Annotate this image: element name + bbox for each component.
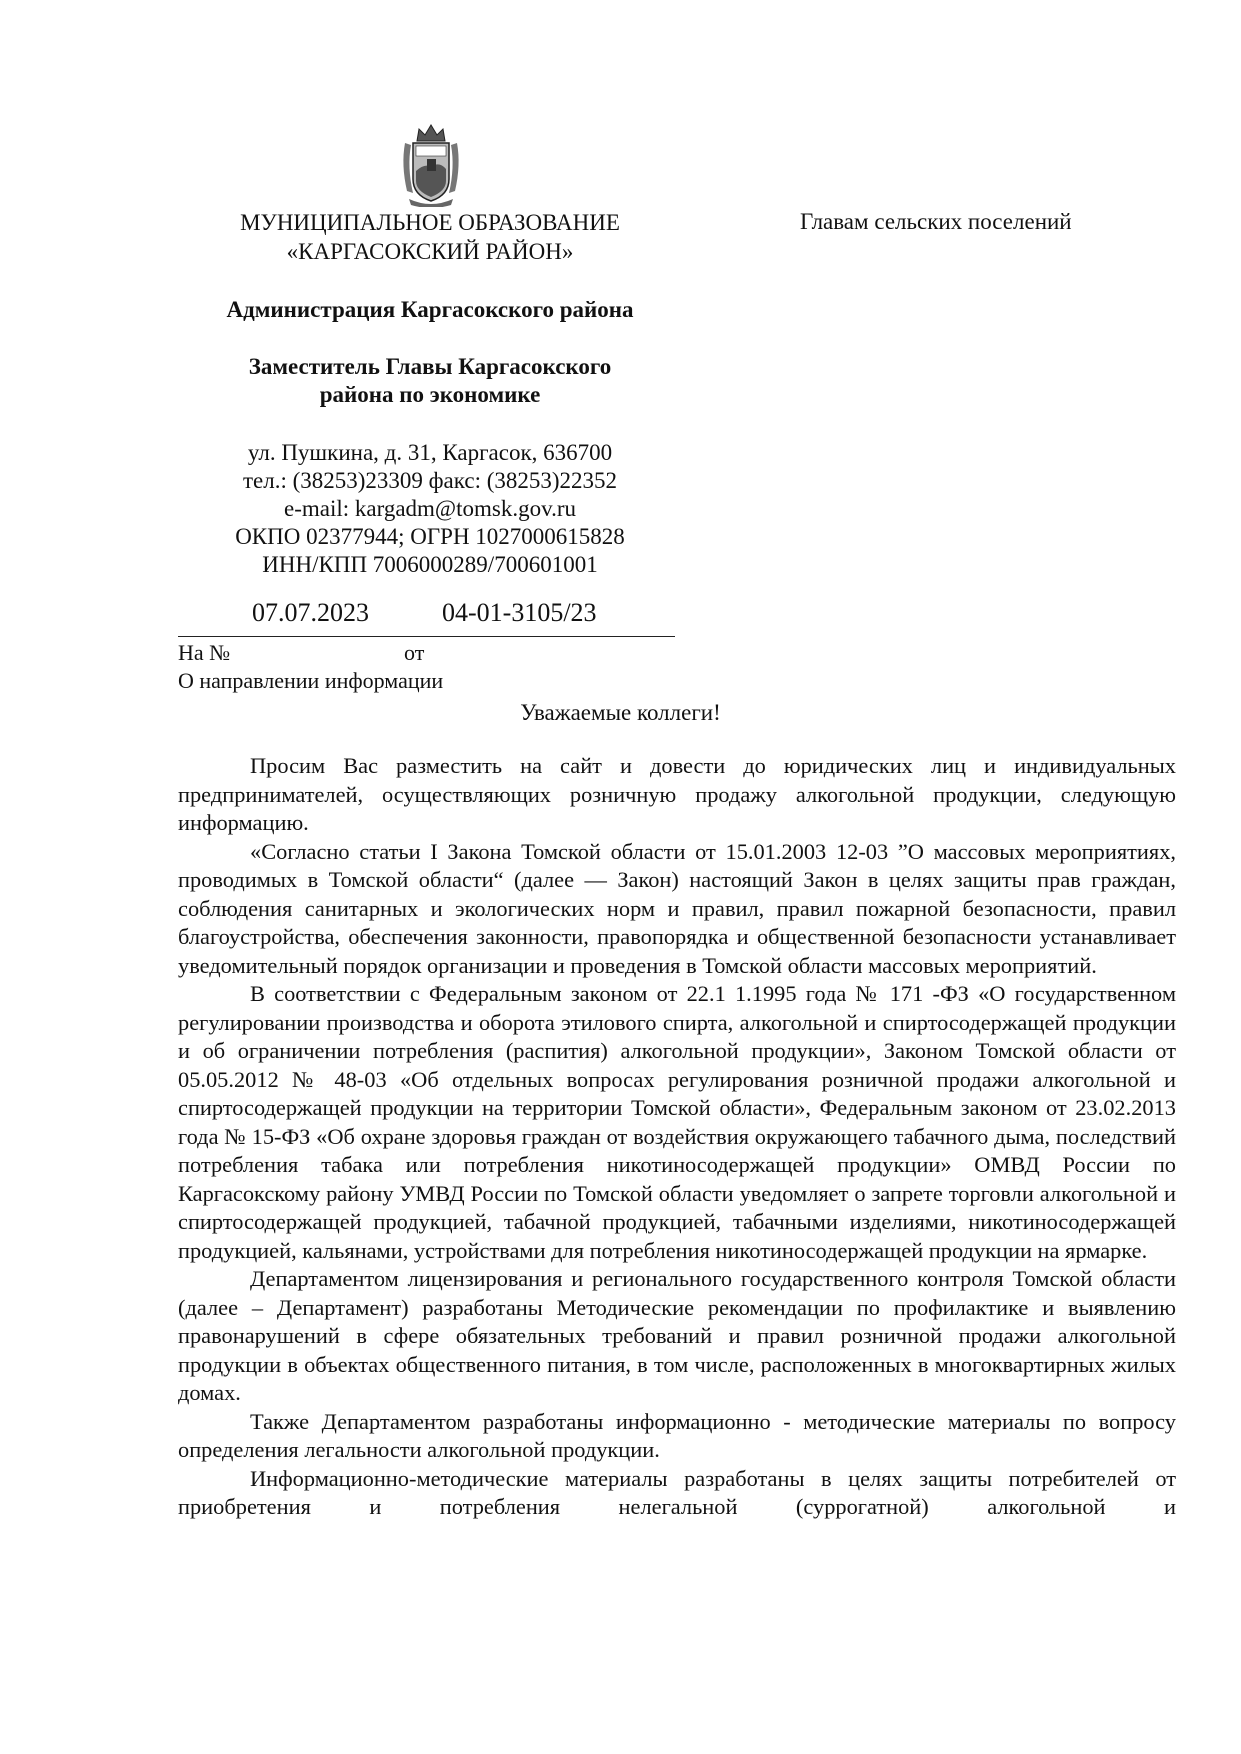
administration-title: Администрация Каргасокского района <box>226 297 634 322</box>
deputy-title-line1: Заместитель Главы Каргасокского <box>248 354 612 379</box>
body-paragraph: Департаментом лицензирования и регионального государственного контроля Томской области (далее – Департамент) разработаны Методические рекомендации по профилактике и выявлению правонарушений в сфере обязательных требований и правил розничной продажи алкогольной продукции в объектах общественного питания, в том числе, расположенных в многоквартирных жилых домах. <box>178 1266 1176 1405</box>
deputy-title-line2: района по экономике <box>319 382 541 407</box>
org-name-line1: МУНИЦИПАЛЬНОЕ ОБРАЗОВАНИЕ <box>240 210 620 235</box>
org-name-line2: «КАРГАСОКСКИЙ РАЙОН» <box>286 239 574 264</box>
body-paragraph: «Согласно статьи I Закона Томской области от 15.01.2003 12-03 ”О массовых мероприятиях, проводимых в Томской области“ (далее — Закон) настоящий Закон в целях защиты прав граждан, соблюдения санитарных и экологических норм и правил, правил пожарной безопасности, правил благоустройства, обеспечения законности, правопорядка и общественной безопасности устанавливает уведомительный порядок организации и проведения в Томской области массовых мероприятий. <box>178 838 1176 978</box>
phone-fax-line: тел.: (38253)23309 факс: (38253)22352 <box>242 468 618 493</box>
letter-body <box>178 752 1176 1522</box>
reference-from-label: от <box>404 640 425 665</box>
body-paragraph: Также Департаментом разработаны информационно - методические материалы по вопросу определения легальности алкогольной продукции. <box>178 1408 1176 1462</box>
registration-rule <box>178 636 675 637</box>
coat-of-arms-icon <box>399 121 463 207</box>
body-paragraph: В соответствии с Федеральным законом от 22.1 1.1995 года № 171 -ФЗ «О государственном регулировании производства и оборота этилового спирта, алкогольной и спиртосодержащей продукции и об ограничении потребления (распития) алкогольной продукции», Законом Томской области от 05.05.2012 № 48-03 «Об отдельных вопросах регулирования розничной продажи алкогольной и спиртосодержащей продукции на территории Томской области», Федеральным законом от 23.02.2013 года № 15-ФЗ «Об охране здоровья граждан от воздействия окружающего табачного дыма, последствий потребления табака или потребления никотиносодержащей продукции» ОМВД России по Каргасокскому району УМВД России по Томской области уведомляет о запрете торговли алкогольной и спиртосодержащей продукцией, табачной продукцией, табачными изделиями, никотиносодержащей продукцией, кальянами, устройствами для потребления никотиносодержащей продукции на ярмарке. <box>178 981 1176 1263</box>
salutation: Уважаемые коллеги! <box>520 700 721 725</box>
okpo-ogrn-line: ОКПО 02377944; ОГРН 1027000615828 <box>235 524 625 549</box>
subject-line: О направлении информации <box>178 668 444 693</box>
registration-number: 04-01-3105/23 <box>442 598 597 627</box>
inn-kpp-line: ИНН/КПП 7006000289/700601001 <box>262 552 598 577</box>
email-line: e-mail: kargadm@tomsk.gov.ru <box>283 496 576 521</box>
coat-of-arms-emblem <box>399 121 463 207</box>
address-line: ул. Пушкина, д. 31, Каргасок, 636700 <box>247 440 613 465</box>
reference-number-label: На № <box>178 640 231 665</box>
body-paragraph: Информационно-методические материалы разработаны в целях защиты потребителей от приобретения и потребления нелегальной (суррогатной) алкогольной и <box>178 1465 1176 1519</box>
body-paragraph: Просим Вас разместить на сайт и довести до юридических лиц и индивидуальных предпринимателей, осуществляющих розничную продажу алкогольной продукции, следующую информацию. <box>178 753 1176 835</box>
registration-date: 07.07.2023 <box>252 598 369 627</box>
addressee: Главам сельских поселений <box>800 209 1072 234</box>
